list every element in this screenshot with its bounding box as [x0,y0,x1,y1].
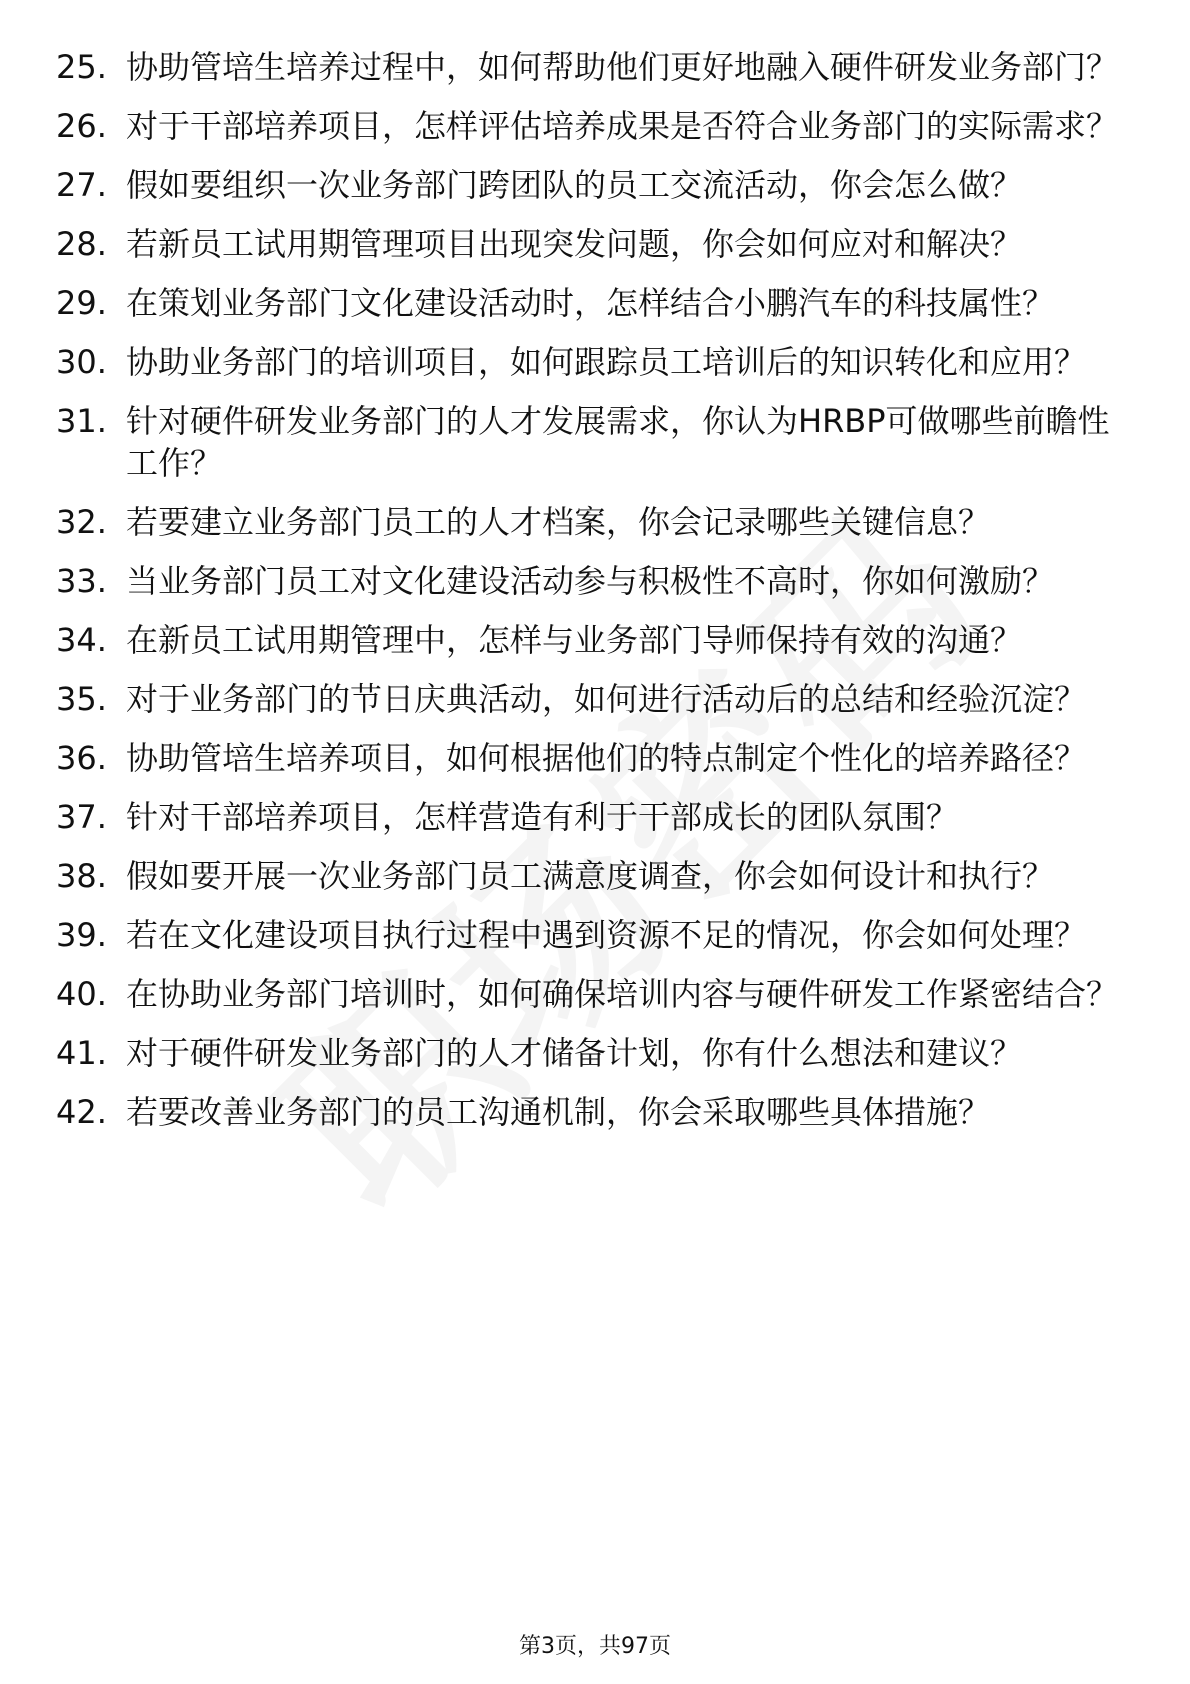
question-number: 26. [56,107,107,145]
question-text: 在新员工试用期管理中，怎样与业务部门导师保持有效的沟通？ [126,621,1023,659]
question-item [56,560,1136,602]
question-text: 在协助业务部门培训时，如何确保培训内容与硬件研发工作紧密结合？ [126,975,1119,1013]
question-number: 30. [56,343,107,381]
question-item [56,400,1136,484]
question-item [56,341,1136,383]
question-number: 33. [56,562,107,600]
question-text: 对于干部培养项目，怎样评估培养成果是否符合业务部门的实际需求？ [126,107,1119,145]
page-footer: 第3页，共97页 [519,1634,671,1659]
question-text: 协助业务部门的培训项目，如何跟踪员工培训后的知识转化和应用？ [126,343,1087,381]
question-item [56,105,1136,147]
question-number: 29. [56,284,107,322]
question-item [56,914,1136,956]
question-list [56,46,1136,1150]
question-item [56,501,1136,543]
question-text: 若在文化建设项目执行过程中遇到资源不足的情况，你会如何处理？ [126,916,1087,954]
question-number: 27. [56,166,107,204]
question-text: 若要改善业务部门的员工沟通机制，你会采取哪些具体措施？ [126,1093,991,1131]
question-item [56,796,1136,838]
question-number: 41. [56,1034,107,1072]
question-text: 协助管培生培养过程中，如何帮助他们更好地融入硬件研发业务部门？ [126,48,1119,86]
question-item [56,1032,1136,1074]
question-number: 28. [56,225,107,263]
question-text: 假如要组织一次业务部门跨团队的员工交流活动，你会怎么做？ [126,166,1023,204]
question-number: 39. [56,916,107,954]
question-number: 36. [56,739,107,777]
question-number: 40. [56,975,107,1013]
question-item [56,855,1136,897]
question-number: 31. [56,402,107,440]
question-text: 对于硬件研发业务部门的人才储备计划，你有什么想法和建议？ [126,1034,1023,1072]
question-text: 对于业务部门的节日庆典活动，如何进行活动后的总结和经验沉淀？ [126,680,1087,718]
question-number: 35. [56,680,107,718]
question-item [56,46,1136,88]
question-number: 38. [56,857,107,895]
question-item [56,282,1136,324]
question-item [56,223,1136,265]
question-item [56,1091,1136,1133]
question-text: 针对硬件研发业务部门的人才发展需求，你认为HRBP可做哪些前瞻性工作？ [126,402,1110,482]
question-number: 37. [56,798,107,836]
question-text: 针对干部培养项目，怎样营造有利于干部成长的团队氛围？ [126,798,959,836]
question-item [56,737,1136,779]
question-number: 42. [56,1093,107,1131]
question-number: 32. [56,503,107,541]
question-number: 34. [56,621,107,659]
question-item [56,619,1136,661]
question-item [56,973,1136,1015]
question-text: 假如要开展一次业务部门员工满意度调查，你会如何设计和执行？ [126,857,1055,895]
question-text: 协助管培生培养项目，如何根据他们的特点制定个性化的培养路径？ [126,739,1087,777]
question-item [56,164,1136,206]
question-text: 若新员工试用期管理项目出现突发问题，你会如何应对和解决？ [126,225,1023,263]
question-text: 若要建立业务部门员工的人才档案，你会记录哪些关键信息？ [126,503,991,541]
question-text: 当业务部门员工对文化建设活动参与积极性不高时，你如何激励？ [126,562,1055,600]
question-text: 在策划业务部门文化建设活动时，怎样结合小鹏汽车的科技属性？ [126,284,1055,322]
question-item [56,678,1136,720]
question-number: 25. [56,48,107,86]
